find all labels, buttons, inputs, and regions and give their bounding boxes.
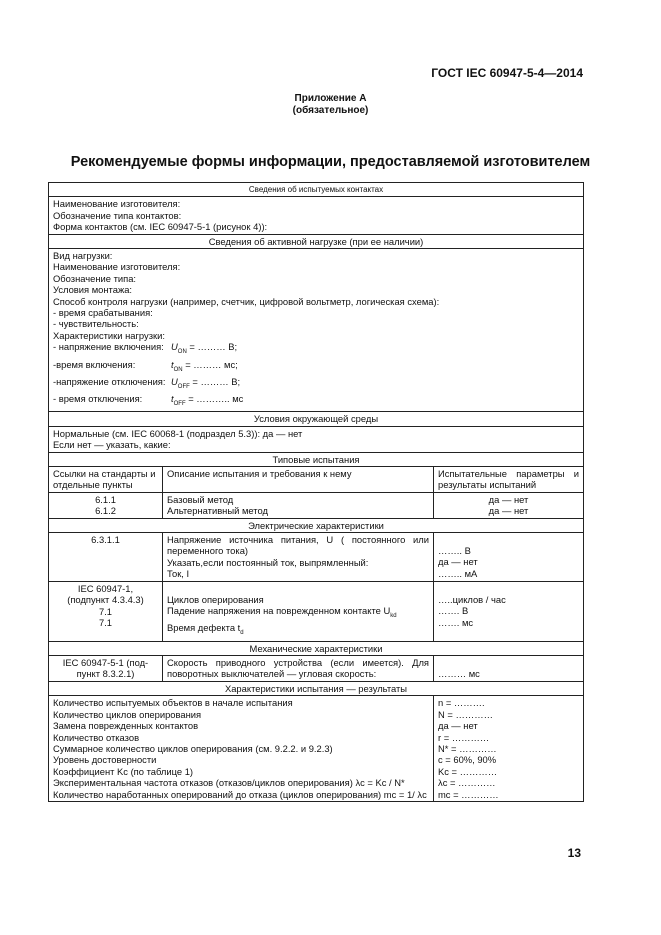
desc-cell: Скорость приводного устройства (если имеется). Для поворотных выключателей — угловая скорость: (163, 656, 434, 682)
section-title: Сведения об активной нагрузке (при ее наличии) (49, 234, 584, 248)
ref-cell: IEC 60947-1, (подпункт 4.3.4.3) 7.1 7.1 (49, 581, 163, 641)
text-line: Если нет — указать, какие: (53, 439, 171, 451)
text-line: Нормальные (см. IEC 60068-1 (подраздел 5.3)): да — нет (53, 427, 303, 439)
load-param: -время включения: $t_{ON}$ = ……… мс; (53, 358, 238, 373)
text-line: Обозначение типа: (53, 272, 137, 284)
ref-cell: 6.3.1.1 (49, 533, 163, 582)
result-cell: ……… мс (434, 656, 584, 682)
page-number: 13 (567, 846, 581, 860)
load-block (49, 249, 584, 412)
ref-cell: 6.1.1 6.1.2 (49, 492, 163, 518)
standard-header: ГОСТ IEC 60947-5-4—2014 (431, 66, 583, 80)
annex-status: (обязательное) (292, 105, 369, 116)
results-labels: Количество испытуемых объектов в начале испытания Количество циклов оперирования Замена поврежденных контактов Количество отказов Суммарное количество циклов оперирования (см. 9.2.2. и 9.2.3) Уровень достоверности Коэффициент Kc (по таблице 1) Экспериментальная частота отказов (отказов/циклов оперирования) λc = Kc / N* Количество наработанных оперирований до отказа (циклов оперирования) mc = 1/ λc (49, 696, 434, 802)
section-title: Электрические характеристики (49, 518, 584, 532)
section-title: Типовые испытания (49, 452, 584, 466)
text-line: Вид нагрузки: (53, 250, 113, 262)
desc-cell: Базовый метод Альтернативный метод (163, 492, 434, 518)
env-block (49, 426, 584, 452)
col-header-refs: Ссылки на стандарты и отдельные пункты (49, 467, 163, 493)
section-title: Сведения об испытуемых контактах (49, 183, 584, 197)
text-line: Наименование изготовителя: (53, 198, 181, 210)
col-header-results: Испытательные параметры и результаты испытаний (434, 467, 584, 493)
desc-cell: Циклов оперирования Падение напряжения на поврежденном контакте $U_{kd}$ Время дефекта $t_d$ (163, 581, 434, 641)
text-line: Характеристики нагрузки: (53, 329, 165, 341)
annex-title: Приложение А (294, 93, 367, 104)
text-line: Форма контактов (см. IEC 60947-5-1 (рисунок 4)): (53, 221, 268, 233)
load-param: -напряжение отключения: $U_{OFF}$ = ……… В; (53, 375, 241, 390)
load-param: - напряжение включения: $U_{ON}$ = ……… В; (53, 341, 238, 356)
text-line: Наименование изготовителя: (53, 261, 181, 273)
info-form-table (48, 182, 584, 802)
ref-cell: IEC 60947-5-1 (под-пункт 8.3.2.1) (49, 656, 163, 682)
section-title: Условия окружающей среды (49, 412, 584, 426)
section-title: Механические характеристики (49, 641, 584, 655)
text-line: Способ контроля нагрузки (например, счетчик, цифровой вольтметр, логическая схема): (53, 295, 440, 307)
text-line: Условия монтажа: (53, 284, 133, 296)
load-param: - время отключения: $t_{OFF}$ = ……….. мс (53, 393, 244, 407)
contacts-block (49, 197, 584, 234)
result-cell: …..циклов / час ……. В ……. мс (434, 581, 584, 641)
section-title: Характеристики испытания — результаты (49, 681, 584, 695)
desc-cell: Напряжение источника питания, U ( постоянного или переменного тока) Указать,если постоянный ток, выпрямленный: Ток, I (163, 533, 434, 582)
page-heading: Рекомендуемые формы информации, предоставляемой изготовителем (70, 154, 591, 170)
text-line: Обозначение типа контактов: (53, 209, 182, 221)
col-header-desc: Описание испытания и требования к нему (163, 467, 434, 493)
results-values: n = ………. N = ………… да — нет r = ………… N* = ………… c = 60%, 90% Kc = ………… λc = ………… mc = ………… (434, 696, 584, 802)
text-line: - чувствительность: (53, 318, 139, 330)
result-cell: …….. В да — нет …….. мА (434, 533, 584, 582)
result-cell: да — нет да — нет (434, 492, 584, 518)
text-line: - время срабатывания: (53, 307, 153, 319)
